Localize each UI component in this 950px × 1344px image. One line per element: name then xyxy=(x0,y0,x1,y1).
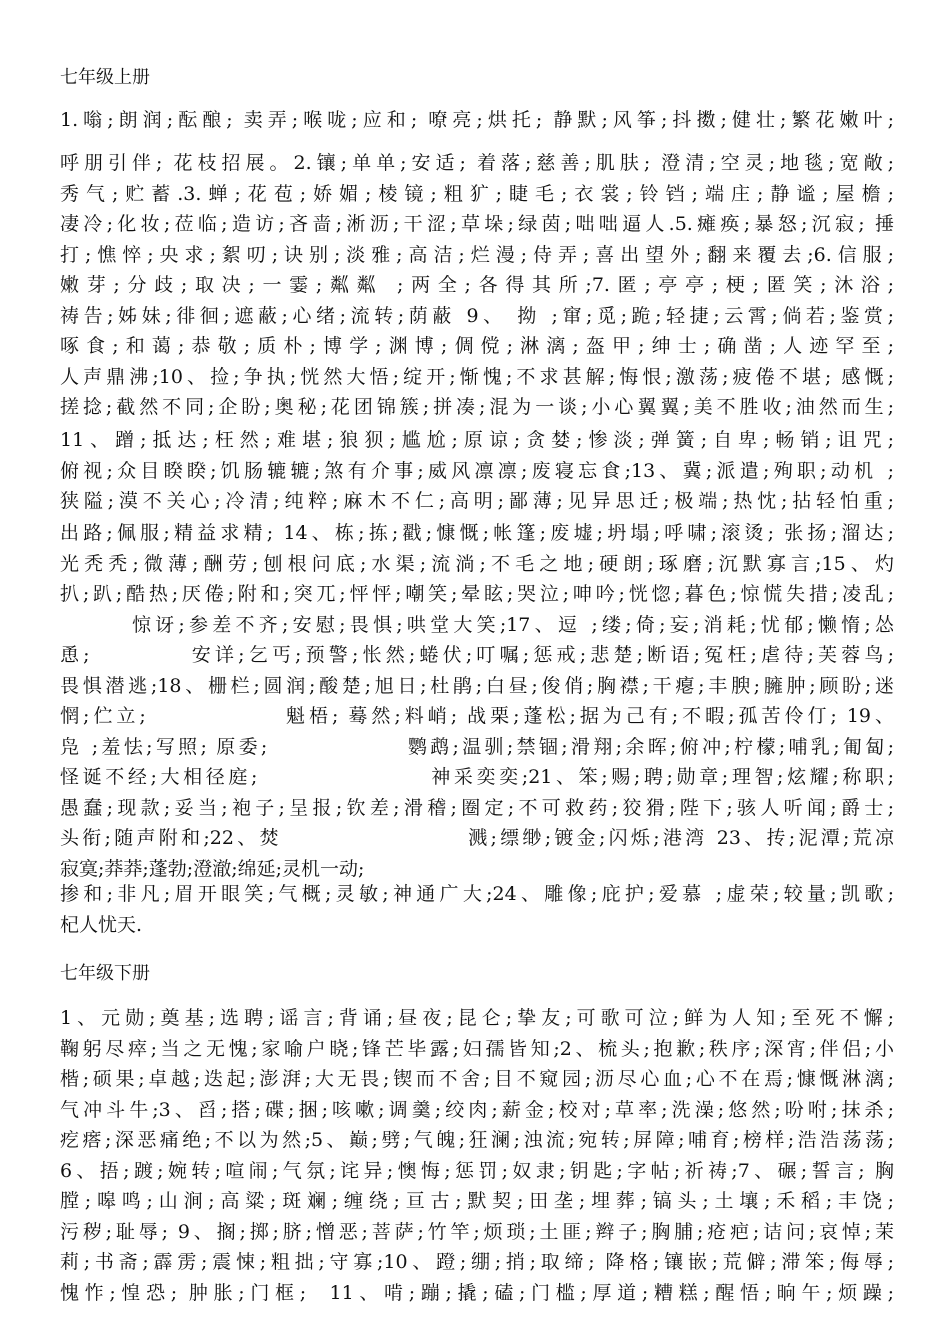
text-line: 打;憔悴;央求;絮叨;诀别;淡雅;高洁;烂漫;侍弄;喜出望外;翻来覆去;6.信服; xyxy=(60,243,894,266)
text-line: 惘;伫立; 魁梧; 蓦然;料峭; 战栗;蓬松;据为己有;不暇;孤苦伶仃; 19、 xyxy=(60,705,894,727)
text-line: 寂寞;莽莽;蓬勃;澄澈;绵延;灵机一动; xyxy=(60,857,365,880)
text-line: 嫩芽;分歧;取决;一霎;粼粼 ;两全;各得其所;7.匿;亭亭;梗;匿笑;沐浴; xyxy=(60,274,894,296)
text-line: 祷告;姊妹;徘徊;遮蔽;心绪;流转;荫蔽 9、 拗 ;窜;觅;跪;轻捷;云霄;倘若;鉴赏; xyxy=(60,304,894,327)
text-line: 愧怍;惶恐; 肿胀;门框; 11、啃;蹦;撬;磕;门槛;厚道;糟糕;醒悟;晌午;烦躁; xyxy=(60,1281,894,1304)
text-line: 狭隘;漠不关心;冷清;纯粹;麻木不仁;高明;鄙薄;见异思迁;极端;热忱;拈轻怕重; xyxy=(60,490,894,512)
text-line: 掺和;非凡;眉开眼笑;气概;灵敏;神通广大;24、雕像;庇护;爱慕 ;虚荣;较量;凯歌; xyxy=(60,883,894,905)
text-line: 6、捂;踱;婉转;喧闹;气氛;诧异;懊悔;惩罚;奴隶;钥匙;字帖;祈祷;7、碾;誓言; 胸 xyxy=(60,1159,894,1182)
text-line: 惊讶;参差不齐;安慰;畏惧;哄堂大笑;17、逗 ;缕;倚;妄;消耗;忧郁;懒惰;怂 xyxy=(60,613,894,636)
text-line: 啄食;和蔼;恭敬;质朴;博学;渊博;倜傥;淋漓;盔甲;绅士;确凿;人迹罕至; xyxy=(60,335,894,357)
text-line: 污秽;耻辱; 9、搁;掷;脐;憎恶;菩萨;竹竿;烦琐;土匪;辫子;胸脯;疮疤;诘问;哀悼;茉 xyxy=(60,1220,894,1243)
text-line: 畏惧潜逃;18、栅栏;圆润;酸楚;旭日;杜鹃;白昼;俊俏;胸襟;干瘪;丰腴;臃肿;顾盼;迷 xyxy=(60,674,894,697)
text-line: 11、蹭;抵达;枉然;难堪;狼狈;尴尬;原谅;贪婪;惨淡;弹簧;自卑;畅销;诅咒; xyxy=(60,429,894,451)
text-line: 杞人忧天. xyxy=(60,913,143,936)
text-line: 搓捻;截然不同;企盼;奥秘;花团锦簇;拼凑;混为一谈;小心翼翼;美不胜收;油然而生; xyxy=(60,396,894,418)
text-line: 凄冷;化妆;莅临;造访;吝啬;淅沥;干涩;草垛;绿茵;咄咄逼人.5.瘫痪;暴怒;沉寂; 捶 xyxy=(60,213,894,235)
text-line: 扒;趴;酷热;厌倦;附和;突兀;怦怦;嘲笑;晕眩;哭泣;呻吟;恍惚;暮色;惊慌失措;凌乱; xyxy=(60,583,894,605)
text-line: 光秃秃;微薄;酬劳;刨根问底;水渠;流淌;不毛之地;硬朗;琢磨;沉默寡言;15、灼 xyxy=(60,552,894,575)
text-line: 恿; 安详;乞丐;预警;怅然;蜷伏;叮嘱;惩戒;悲楚;断语;冤枉;虐待;芙蓉鸟; xyxy=(60,644,894,666)
text-line: 秀气;贮蓄.3.蝉;花苞;娇媚;棱镜;粗犷;睫毛;衣裳;铃铛;端庄;静谧;屋檐; xyxy=(60,182,894,205)
text-line: 1、元勋;奠基;选聘;谣言;背诵;昼夜;昆仑;挚友;可歌可泣;鲜为人知;至死不懈; xyxy=(60,1007,894,1029)
text-line: 鞠躬尽瘁;当之无愧;家喻户晓;锋芒毕露;妇孺皆知;2、梳头;抱歉;秩序;深宵;伴侣;小 xyxy=(60,1037,894,1060)
section-heading: 七年级上册 xyxy=(60,67,150,88)
text-line: 气冲斗牛;3、舀;搭;碟;捆;咳嗽;调羹;绞肉;薪金;校对;草率;洗澡;悠然;吩咐;抹杀; xyxy=(60,1098,894,1121)
text-line: 呼朋引伴; 花枝招展。2.镶;单单;安适; 着落;慈善;肌肤; 澄清;空灵;地毯;宽敞; xyxy=(60,152,894,174)
text-line: 1.嗡;朗润;酝酿; 卖弄;喉咙;应和; 嘹亮;烘托; 静默;风筝;抖擞;健壮;繁花嫩叶; xyxy=(60,109,894,131)
text-line: 凫 ;羞怯;写照; 原委; 鹦鹉;温驯;禁锢;滑翔;余晖;俯冲;柠檬;哺乳;匍匐; xyxy=(60,735,894,758)
text-line: 愚蠢;现款;妥当;袍子;呈报;钦差;滑稽;圈定;不可救药;狡猾;陛下;骇人听闻;爵士; xyxy=(60,796,894,819)
text-line: 人声鼎沸;10、捡;争执;恍然大悟;绽开;惭愧;不求甚解;悔恨;激荡;疲倦不堪; 感慨; xyxy=(60,365,894,388)
text-line: 头衔;随声附和;22、焚 溅;缥缈;镀金;闪烁;港湾 23、抟;泥潭;荒凉 xyxy=(60,827,894,849)
text-line: 出路;佩服;精益求精; 14、栋;拣;戳;慷慨;帐篷;废墟;坍塌;呼啸;滚烫; 张扬;溜达; xyxy=(60,522,894,544)
section-heading: 七年级下册 xyxy=(60,963,150,984)
text-line: 怪诞不经;大相径庭; 神采奕奕;21、笨;赐;聘;勋章;理智;炫耀;称职; xyxy=(60,766,894,788)
text-line: 楷;硕果;卓越;迭起;澎湃;大无畏;锲而不舍;目不窥园;沥尽心血;心不在焉;慷慨淋漓; xyxy=(60,1068,894,1090)
text-line: 膛;嗥鸣;山涧;高粱;斑斓;缠绕;亘古;默契;田垄;埋葬;镐头;土壤;禾稻;丰饶; xyxy=(60,1190,894,1212)
text-line: 俯视;众目睽睽;饥肠辘辘;煞有介事;威风凛凛;废寝忘食;13、冀;派遣;殉职;动机 ; xyxy=(60,459,894,482)
text-line: 莉;书斋;霹雳;震悚;粗拙;守寡;10、蹬;绷;捎;取缔; 降格;镶嵌;荒僻;滞笨;侮辱; xyxy=(60,1251,894,1273)
text-line: 疙瘩;深恶痛绝;不以为然;5、巅;劈;气魄;狂澜;浊流;宛转;屏障;哺育;榜样;浩浩荡荡; xyxy=(60,1129,894,1151)
